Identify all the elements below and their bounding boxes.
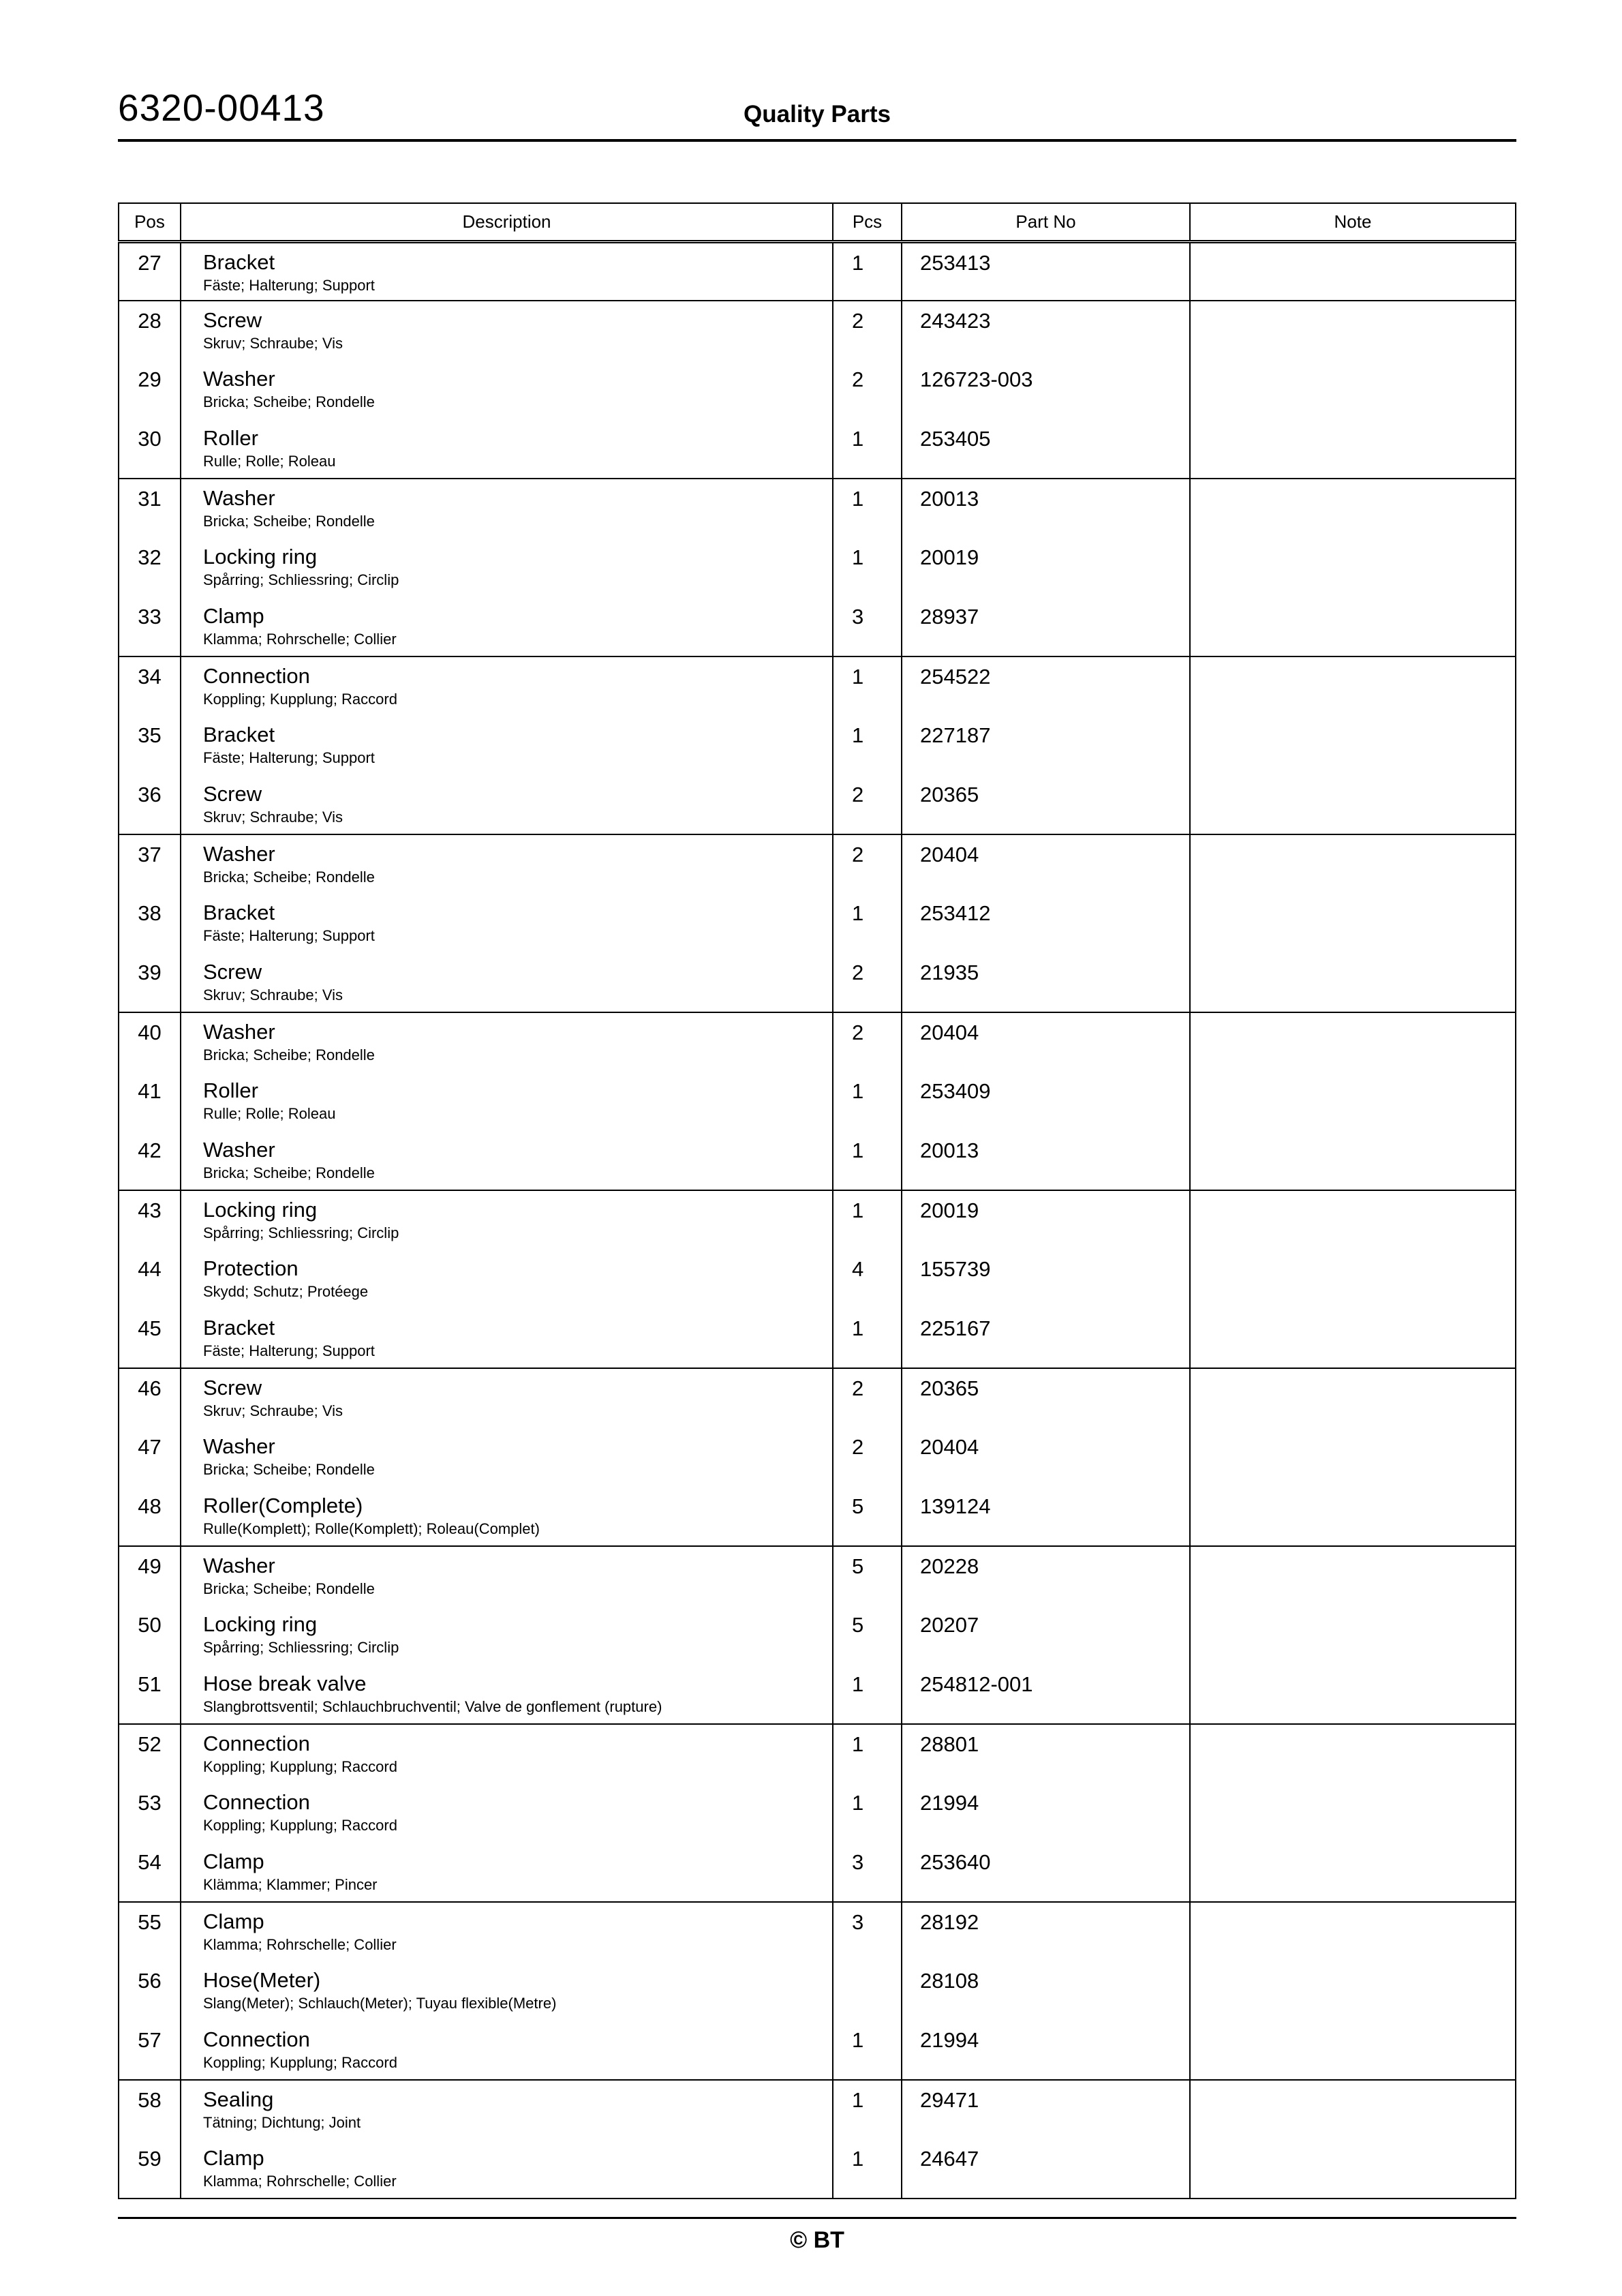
column-header-description: Description (181, 203, 833, 241)
row-note (1190, 1843, 1516, 1902)
row-part-no: 28801 (902, 1724, 1190, 1783)
row-pos: 44 (119, 1250, 181, 1309)
row-description (181, 1783, 833, 1843)
row-part-no: 21994 (902, 2021, 1190, 2080)
row-pos: 27 (119, 241, 181, 301)
row-pcs: 1 (833, 894, 902, 953)
row-pos: 52 (119, 1724, 181, 1783)
row-note (1190, 1487, 1516, 1546)
row-description (181, 1428, 833, 1487)
row-description (181, 953, 833, 1012)
row-part-no: 21994 (902, 1783, 1190, 1843)
row-description (181, 479, 833, 538)
description-main: Roller(Complete) (203, 1494, 363, 1517)
description-main: Connection (203, 664, 310, 688)
description-translations: Skruv; Schraube; Vis (203, 1402, 343, 1420)
row-pos: 49 (119, 1546, 181, 1605)
description-translations: Bricka; Scheibe; Rondelle (203, 393, 375, 411)
table-row (119, 1190, 1516, 1250)
parts-table (118, 202, 1516, 2199)
description-main: Roller (203, 1078, 258, 1102)
column-header-part-no: Part No (902, 203, 1190, 241)
table-row (119, 656, 1516, 716)
table-row (119, 1724, 1516, 1783)
row-part-no: 28108 (902, 1961, 1190, 2021)
row-part-no: 227187 (902, 716, 1190, 775)
description-translations: Skydd; Schutz; Protéege (203, 1283, 369, 1301)
table-row (119, 479, 1516, 538)
description-translations: Klamma; Rohrschelle; Collier (203, 631, 397, 648)
row-description (181, 2021, 833, 2080)
row-pcs: 1 (833, 656, 902, 716)
row-pcs: 2 (833, 834, 902, 894)
row-part-no: 24647 (902, 2139, 1190, 2199)
row-pos: 57 (119, 2021, 181, 2080)
row-pos: 40 (119, 1012, 181, 1072)
table-row (119, 1309, 1516, 1368)
row-pcs: 5 (833, 1605, 902, 1665)
row-part-no: 243423 (902, 301, 1190, 360)
description-translations: Bricka; Scheibe; Rondelle (203, 1164, 375, 1182)
row-pos: 45 (119, 1309, 181, 1368)
row-part-no: 28937 (902, 597, 1190, 656)
description-main: Screw (203, 960, 262, 984)
row-pcs: 1 (833, 2021, 902, 2080)
row-note (1190, 1783, 1516, 1843)
description-main: Washer (203, 1554, 275, 1577)
row-pos: 41 (119, 1072, 181, 1131)
row-description (181, 1605, 833, 1665)
row-pos: 48 (119, 1487, 181, 1546)
row-note (1190, 2139, 1516, 2199)
row-pos: 35 (119, 716, 181, 775)
row-description (181, 656, 833, 716)
row-note (1190, 1131, 1516, 1190)
row-description (181, 716, 833, 775)
description-main: Washer (203, 1138, 275, 1162)
row-description (181, 538, 833, 597)
description-translations: Skruv; Schraube; Vis (203, 335, 343, 352)
row-part-no: 20404 (902, 1012, 1190, 1072)
row-note (1190, 538, 1516, 597)
description-main: Bracket (203, 250, 275, 274)
row-note (1190, 953, 1516, 1012)
table-row (119, 1072, 1516, 1131)
description-main: Protection (203, 1256, 299, 1280)
row-description (181, 1368, 833, 1428)
page-title: Quality Parts (744, 101, 891, 127)
description-translations: Fäste; Halterung; Support (203, 276, 375, 294)
row-pcs: 1 (833, 1309, 902, 1368)
row-description (181, 1131, 833, 1190)
description-main: Locking ring (203, 1198, 318, 1222)
description-translations: Spårring; Schliessring; Circlip (203, 571, 399, 589)
row-part-no: 254522 (902, 656, 1190, 716)
table-row (119, 1665, 1516, 1724)
column-header-pos: Pos (119, 203, 181, 241)
row-pos: 29 (119, 360, 181, 419)
row-pcs: 3 (833, 1902, 902, 1961)
row-part-no: 29471 (902, 2080, 1190, 2139)
table-row (119, 360, 1516, 419)
row-pos: 55 (119, 1902, 181, 1961)
row-pcs: 2 (833, 301, 902, 360)
row-part-no: 126723-003 (902, 360, 1190, 419)
description-translations: Koppling; Kupplung; Raccord (203, 1758, 397, 1776)
row-note (1190, 1012, 1516, 1072)
row-pos: 46 (119, 1368, 181, 1428)
row-pos: 32 (119, 538, 181, 597)
description-translations: Klämma; Klammer; Pincer (203, 1876, 378, 1894)
row-description (181, 1487, 833, 1546)
row-note (1190, 2021, 1516, 2080)
row-pcs: 4 (833, 1250, 902, 1309)
row-pos: 33 (119, 597, 181, 656)
table-row (119, 1487, 1516, 1546)
description-main: Roller (203, 426, 258, 450)
row-note (1190, 1665, 1516, 1724)
description-main: Connection (203, 1790, 310, 1814)
row-note (1190, 1309, 1516, 1368)
row-pcs: 1 (833, 1190, 902, 1250)
description-main: Washer (203, 486, 275, 510)
row-description (181, 2139, 833, 2199)
column-header-note: Note (1190, 203, 1516, 241)
row-pos: 30 (119, 419, 181, 479)
row-pos: 36 (119, 775, 181, 834)
table-row (119, 241, 1516, 301)
row-pcs: 1 (833, 2080, 902, 2139)
table-row (119, 419, 1516, 479)
row-description (181, 1309, 833, 1368)
row-pcs: 1 (833, 1724, 902, 1783)
row-pcs: 3 (833, 1843, 902, 1902)
description-translations: Slang(Meter); Schlauch(Meter); Tuyau flexible(Metre) (203, 1995, 557, 2012)
row-note (1190, 1724, 1516, 1783)
row-part-no: 254812-001 (902, 1665, 1190, 1724)
row-pcs: 2 (833, 1012, 902, 1072)
row-description (181, 894, 833, 953)
row-part-no: 20404 (902, 1428, 1190, 1487)
row-pcs: 1 (833, 479, 902, 538)
row-note (1190, 479, 1516, 538)
row-pcs: 1 (833, 241, 902, 301)
row-note (1190, 2080, 1516, 2139)
description-main: Washer (203, 1020, 275, 1044)
row-part-no: 253413 (902, 241, 1190, 301)
row-note (1190, 301, 1516, 360)
row-pcs: 1 (833, 716, 902, 775)
row-note (1190, 360, 1516, 419)
description-translations: Skruv; Schraube; Vis (203, 986, 343, 1004)
description-main: Connection (203, 2027, 310, 2051)
row-pcs: 1 (833, 538, 902, 597)
description-translations: Koppling; Kupplung; Raccord (203, 691, 397, 708)
description-translations: Bricka; Scheibe; Rondelle (203, 513, 375, 530)
row-part-no: 28192 (902, 1902, 1190, 1961)
row-description (181, 1961, 833, 2021)
description-main: Bracket (203, 901, 275, 924)
row-description (181, 1843, 833, 1902)
row-part-no: 20013 (902, 1131, 1190, 1190)
description-translations: Bricka; Scheibe; Rondelle (203, 1580, 375, 1598)
description-main: Screw (203, 308, 262, 332)
row-part-no: 20013 (902, 479, 1190, 538)
description-translations: Koppling; Kupplung; Raccord (203, 2054, 397, 2072)
description-main: Screw (203, 782, 262, 806)
description-main: Bracket (203, 1316, 275, 1340)
table-row (119, 775, 1516, 834)
description-main: Sealing (203, 2087, 274, 2111)
description-translations: Bricka; Scheibe; Rondelle (203, 1461, 375, 1479)
row-description (181, 1190, 833, 1250)
row-note (1190, 716, 1516, 775)
table-row (119, 834, 1516, 894)
row-description (181, 1072, 833, 1131)
row-pos: 34 (119, 656, 181, 716)
description-translations: Bricka; Scheibe; Rondelle (203, 868, 375, 886)
row-description (181, 1902, 833, 1961)
row-pos: 58 (119, 2080, 181, 2139)
row-part-no: 139124 (902, 1487, 1190, 1546)
document-header (118, 80, 1516, 130)
description-translations: Rulle(Komplett); Rolle(Komplett); Roleau(Complet) (203, 1520, 540, 1538)
description-translations: Klamma; Rohrschelle; Collier (203, 1936, 397, 1954)
description-translations: Slangbrottsventil; Schlauchbruchventil; Valve de gonflement (rupture) (203, 1698, 662, 1716)
row-pos: 56 (119, 1961, 181, 2021)
description-translations: Koppling; Kupplung; Raccord (203, 1817, 397, 1834)
description-translations: Rulle; Rolle; Roleau (203, 1105, 336, 1123)
row-description (181, 775, 833, 834)
row-part-no: 253640 (902, 1843, 1190, 1902)
description-translations: Fäste; Halterung; Support (203, 1342, 375, 1360)
table-row (119, 2080, 1516, 2139)
table-row (119, 1961, 1516, 2021)
row-pcs: 1 (833, 1131, 902, 1190)
row-pos: 51 (119, 1665, 181, 1724)
row-pcs: 1 (833, 1783, 902, 1843)
description-main: Connection (203, 1732, 310, 1755)
row-note (1190, 1428, 1516, 1487)
table-row (119, 538, 1516, 597)
row-pcs: 1 (833, 1665, 902, 1724)
row-note (1190, 894, 1516, 953)
row-pcs: 3 (833, 597, 902, 656)
row-note (1190, 1250, 1516, 1309)
row-pcs: 2 (833, 1428, 902, 1487)
row-part-no: 20365 (902, 1368, 1190, 1428)
row-note (1190, 1902, 1516, 1961)
description-main: Locking ring (203, 545, 318, 569)
description-translations: Skruv; Schraube; Vis (203, 809, 343, 826)
description-main: Clamp (203, 1849, 264, 1873)
row-pos: 50 (119, 1605, 181, 1665)
row-pos: 39 (119, 953, 181, 1012)
description-translations: Bricka; Scheibe; Rondelle (203, 1046, 375, 1064)
table-row (119, 1131, 1516, 1190)
description-main: Hose(Meter) (203, 1968, 321, 1992)
row-pcs: 1 (833, 2139, 902, 2199)
table-row (119, 1546, 1516, 1605)
row-pcs: 2 (833, 1368, 902, 1428)
row-pos: 37 (119, 834, 181, 894)
row-note (1190, 1961, 1516, 2021)
row-part-no: 253409 (902, 1072, 1190, 1131)
row-note (1190, 419, 1516, 479)
row-description (181, 1012, 833, 1072)
table-row (119, 1428, 1516, 1487)
row-part-no: 20228 (902, 1546, 1190, 1605)
description-main: Screw (203, 1376, 262, 1400)
row-pcs: 5 (833, 1487, 902, 1546)
description-translations: Spårring; Schliessring; Circlip (203, 1224, 399, 1242)
row-pcs: 2 (833, 953, 902, 1012)
row-part-no: 20207 (902, 1605, 1190, 1665)
description-main: Hose break valve (203, 1672, 367, 1695)
row-description (181, 1665, 833, 1724)
row-pcs: 1 (833, 1072, 902, 1131)
row-description (181, 301, 833, 360)
row-description (181, 1250, 833, 1309)
header-divider (118, 139, 1516, 142)
row-pos: 43 (119, 1190, 181, 1250)
description-translations: Rulle; Rolle; Roleau (203, 453, 336, 470)
description-main: Washer (203, 367, 275, 391)
row-description (181, 419, 833, 479)
row-part-no: 253405 (902, 419, 1190, 479)
column-header-pcs: Pcs (833, 203, 902, 241)
row-pos: 42 (119, 1131, 181, 1190)
row-note (1190, 1605, 1516, 1665)
description-translations: Klamma; Rohrschelle; Collier (203, 2173, 397, 2190)
row-description (181, 1724, 833, 1783)
row-part-no: 155739 (902, 1250, 1190, 1309)
description-main: Clamp (203, 1909, 264, 1933)
row-pos: 54 (119, 1843, 181, 1902)
row-note (1190, 1190, 1516, 1250)
row-note (1190, 775, 1516, 834)
row-description (181, 2080, 833, 2139)
description-main: Clamp (203, 2146, 264, 2170)
description-main: Washer (203, 842, 275, 866)
table-row (119, 1843, 1516, 1902)
table-row (119, 716, 1516, 775)
description-main: Washer (203, 1434, 275, 1458)
table-row (119, 1783, 1516, 1843)
row-note (1190, 656, 1516, 716)
row-description (181, 1546, 833, 1605)
table-row (119, 953, 1516, 1012)
row-pos: 53 (119, 1783, 181, 1843)
row-pos: 31 (119, 479, 181, 538)
row-pcs (833, 1961, 902, 2021)
table-row (119, 1250, 1516, 1309)
table-row (119, 894, 1516, 953)
row-pos: 38 (119, 894, 181, 953)
row-note (1190, 1072, 1516, 1131)
row-pos: 47 (119, 1428, 181, 1487)
row-part-no: 20019 (902, 1190, 1190, 1250)
table-row (119, 2021, 1516, 2080)
table-row (119, 1012, 1516, 1072)
row-part-no: 21935 (902, 953, 1190, 1012)
row-description (181, 360, 833, 419)
description-main: Clamp (203, 604, 264, 628)
row-note (1190, 241, 1516, 301)
document-number: 6320-00413 (118, 87, 325, 129)
document-page (118, 0, 1516, 2254)
row-note (1190, 1546, 1516, 1605)
description-translations: Spårring; Schliessring; Circlip (203, 1639, 399, 1657)
row-pcs: 2 (833, 360, 902, 419)
description-translations: Tätning; Dichtung; Joint (203, 2114, 361, 2132)
table-row (119, 597, 1516, 656)
table-row (119, 1902, 1516, 1961)
row-pcs: 1 (833, 419, 902, 479)
table-row (119, 301, 1516, 360)
row-note (1190, 834, 1516, 894)
table-header-row (119, 203, 1516, 241)
table-row (119, 2139, 1516, 2199)
description-main: Locking ring (203, 1612, 318, 1636)
row-pcs: 2 (833, 775, 902, 834)
row-part-no: 20019 (902, 538, 1190, 597)
row-note (1190, 597, 1516, 656)
description-translations: Fäste; Halterung; Support (203, 927, 375, 945)
row-part-no: 20404 (902, 834, 1190, 894)
row-description (181, 597, 833, 656)
row-part-no: 253412 (902, 894, 1190, 953)
description-translations: Fäste; Halterung; Support (203, 749, 375, 767)
row-pcs: 5 (833, 1546, 902, 1605)
table-row (119, 1368, 1516, 1428)
description-main: Bracket (203, 723, 275, 746)
row-pos: 59 (119, 2139, 181, 2199)
row-note (1190, 1368, 1516, 1428)
row-part-no: 20365 (902, 775, 1190, 834)
footer-copyright: © BT (790, 2227, 844, 2253)
table-row (119, 1605, 1516, 1665)
row-pos: 28 (119, 301, 181, 360)
row-part-no: 225167 (902, 1309, 1190, 1368)
footer-divider (118, 2217, 1516, 2219)
row-description (181, 834, 833, 894)
row-description (181, 241, 833, 301)
